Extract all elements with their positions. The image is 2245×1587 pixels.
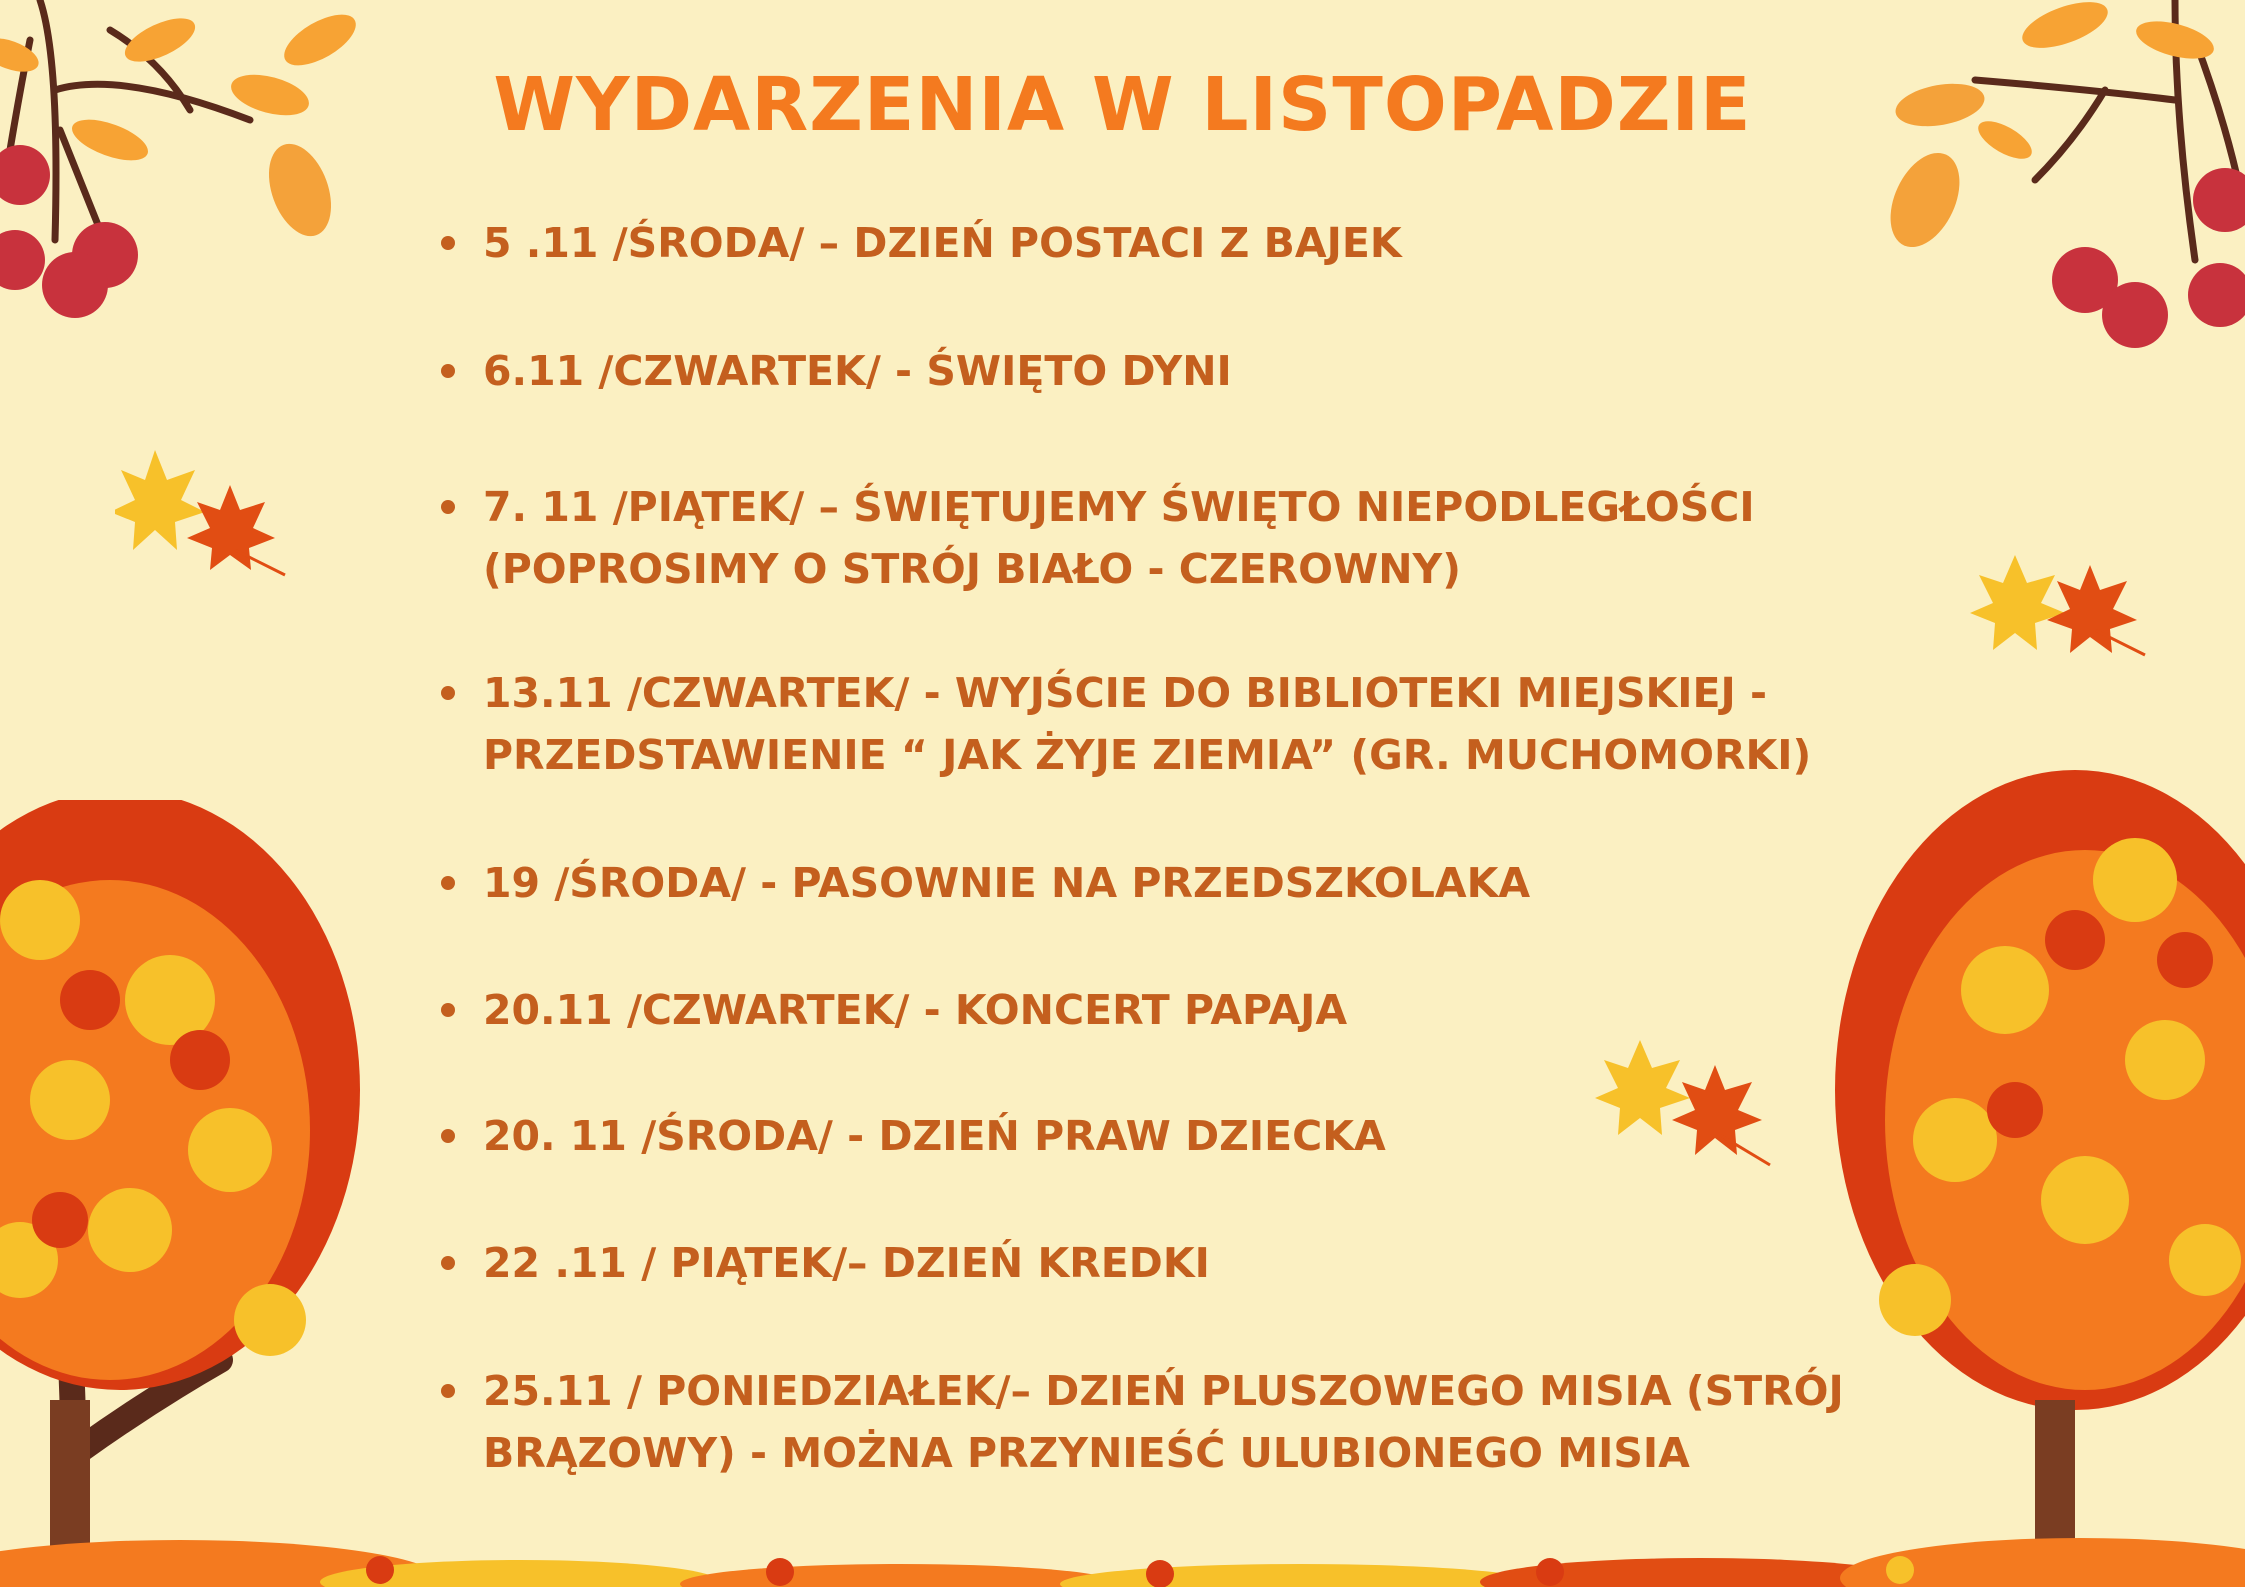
event-text-line: 22 .11 / PIĄTEK/– DZIEŃ KREDKI [483,1239,1210,1287]
event-item [441,1232,1210,1294]
event-text-line: (POPROSIMY O STRÓJ BIAŁO - CZEROWNY) [483,545,1461,593]
berry-branch-top-right-illustration [1845,0,2245,360]
bullet-icon [441,1256,455,1270]
event-text-line: 7. 11 /PIĄTEK/ – ŚWIĘTUJEMY ŚWIĘTO NIEPODLEGŁOŚCI [483,483,1755,531]
event-text-line: BRĄZOWY) - MOŻNA PRZYNIEŚĆ ULUBIONEGO MISIA [483,1429,1690,1477]
event-text-line: 20. 11 /ŚRODA/ - DZIEŃ PRAW DZIECKA [483,1112,1386,1160]
bullet-icon [441,500,455,514]
berry-branch-top-left-illustration [0,0,380,340]
maple-leaves-left-illustration [115,440,295,580]
event-item [441,212,1402,274]
bullet-icon [441,686,455,700]
event-text-line: 5 .11 /ŚRODA/ – DZIEŃ POSTACI Z BAJEK [483,219,1402,267]
event-text-line: 20.11 /CZWARTEK/ - KONCERT PAPAJA [483,986,1348,1034]
event-item [441,340,1232,402]
event-item [441,979,1347,1041]
page-title: WYDARZENIA W LISTOPADZIE [493,62,1752,148]
bullet-icon [441,1003,455,1017]
bullet-icon [441,1384,455,1398]
bullet-icon [441,1129,455,1143]
event-text-line: 6.11 /CZWARTEK/ - ŚWIĘTO DYNI [483,347,1232,395]
event-item [441,852,1530,914]
event-item [441,1105,1386,1167]
fallen-leaves-ground-illustration [0,1500,2245,1587]
autumn-tree-right-illustration [1805,760,2245,1587]
maple-leaves-center-illustration [1590,1020,1780,1170]
event-item [441,1360,1844,1484]
event-text-line: 19 /ŚRODA/ - PASOWNIE NA PRZEDSZKOLAKA [483,859,1531,907]
bullet-icon [441,236,455,250]
event-item [441,662,1811,786]
autumn-tree-left-illustration [0,800,400,1587]
event-text-line: 25.11 / PONIEDZIAŁEK/– DZIEŃ PLUSZOWEGO MISIA (STRÓJ [483,1367,1844,1415]
event-text-line: 13.11 /CZWARTEK/ - WYJŚCIE DO BIBLIOTEKI MIEJSKIEJ - [483,669,1768,717]
bullet-icon [441,876,455,890]
maple-leaves-right-illustration [1965,525,2155,665]
bullet-icon [441,364,455,378]
event-item [441,476,1755,600]
event-text-line: PRZEDSTAWIENIE “ JAK ŻYJE ZIEMIA” (GR. MUCHOMORKI) [483,731,1812,779]
